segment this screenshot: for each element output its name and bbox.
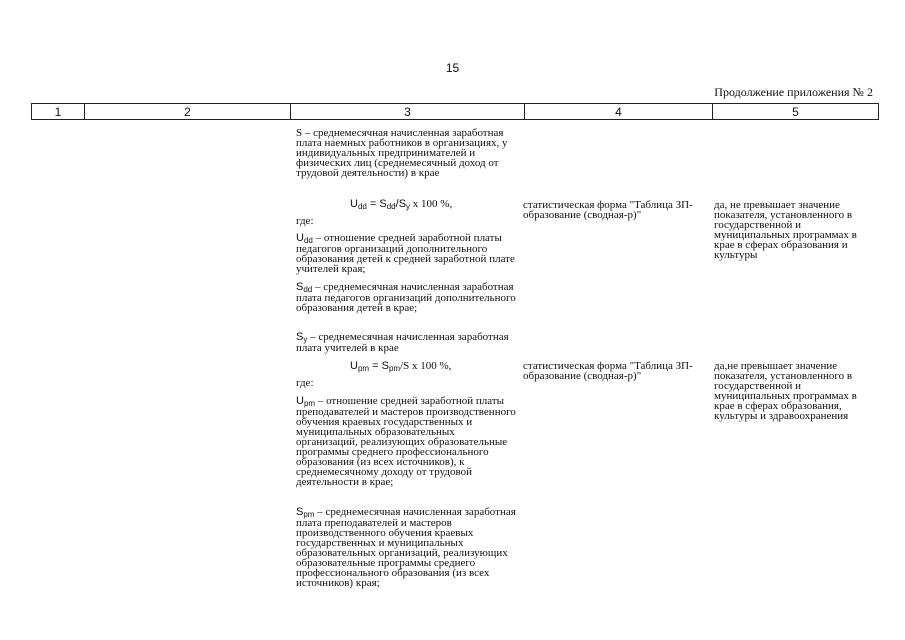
header-col-1: 1 [32,104,85,120]
where-label-1: где: [296,215,314,227]
spm-definition [296,507,516,588]
formula-udd [350,198,452,210]
formula-upm-u: U [350,360,358,372]
formula-udd-tail: х 100 %, [410,198,453,210]
sdd-definition [296,282,516,313]
upm-text: – отношение средней заработной платы преподавателей и мастеров производственного обучения краевых государственных и муниципальных образовательных организаций, реализующих образовательные программы среднего профессионального образования (из всех источников), к среднемесячному доходу от трудовой деятельности в крае; [296,395,516,488]
appendix-continuation-label: Продолжение приложения № 2 [714,85,873,99]
formula-upm-u-sub: pm [357,364,370,373]
sy-text: – среднемесячная начисленная заработная плата учителей в крае [296,331,509,354]
s-definition: S – среднемесячная начисленная заработная плата наемных работников в организациях, у индивидуальных предпринимателей и физических лиц (среднемесячный доход от трудовой деятельности) в крае [296,127,508,179]
spm-symbol-sub: pm [303,510,315,519]
where-label-2: где: [296,377,314,389]
header-col-2: 2 [85,104,291,120]
header-col-4: 4 [525,104,713,120]
header-col-3: 3 [291,104,525,120]
sy-symbol: S [296,331,304,343]
upm-symbol-sub: pm [303,399,316,408]
udd-symbol: U [296,232,304,244]
spm-symbol: S [296,506,304,518]
upm-definition [296,396,516,487]
formula-udd-s1-sub: dd [386,202,396,211]
header-row [32,104,879,120]
table-header [31,103,879,120]
udd-symbol-sub: dd [303,236,313,245]
page-number: 15 [445,61,460,75]
formula-udd-eq: = S [366,198,387,210]
formula-udd-s2-sub: y [406,202,411,211]
formula-udd-mid: /S [395,198,407,210]
udd-text: – отношение средней заработной платы педагогов организаций дополнительного образования детей к средней заработной плате учителей края; [296,232,515,275]
formula-udd-u: U [350,198,358,210]
udd-definition [296,233,516,274]
sy-symbol-sub: y [303,335,308,344]
header-col-5: 5 [713,104,879,120]
criterion-row-2: да,не превышает значение показателя, установленного в государственной и муниципальных программах в крае в сферах образования, культуры и здравоохранения [714,360,857,422]
formula-udd-u-sub: dd [357,202,367,211]
sdd-symbol: S [296,281,304,293]
formula-upm-s1-sub: pm [388,364,401,373]
spm-text: – среднемесячная начисленная заработная плата преподавателей и мастеров производственного обучения краевых государственных и муниципальных образовательных организаций, реализующих образовательные программы среднего профессионального образования (из всех источников) края; [296,506,516,589]
criterion-row-1: да, не превышает значение показателя, установленного в государственной и муниципальных программах в крае в сферах образования и культуры [714,199,857,261]
sy-definition [296,332,516,353]
source-row-1: статистическая форма "Таблица ЗП-образование (сводная-р)" [523,199,693,221]
formula-upm [350,360,451,372]
upm-symbol: U [296,395,304,407]
formula-upm-tail: /S х 100 %, [400,360,452,372]
sdd-symbol-sub: dd [303,285,313,294]
source-row-2: статистическая форма "Таблица ЗП-образование (сводная-р)" [523,360,693,382]
formula-upm-eq: = S [369,360,389,372]
sdd-text: – среднемесячная начисленная заработная плата педагогов организаций дополнительного образования детей в крае; [296,281,516,314]
